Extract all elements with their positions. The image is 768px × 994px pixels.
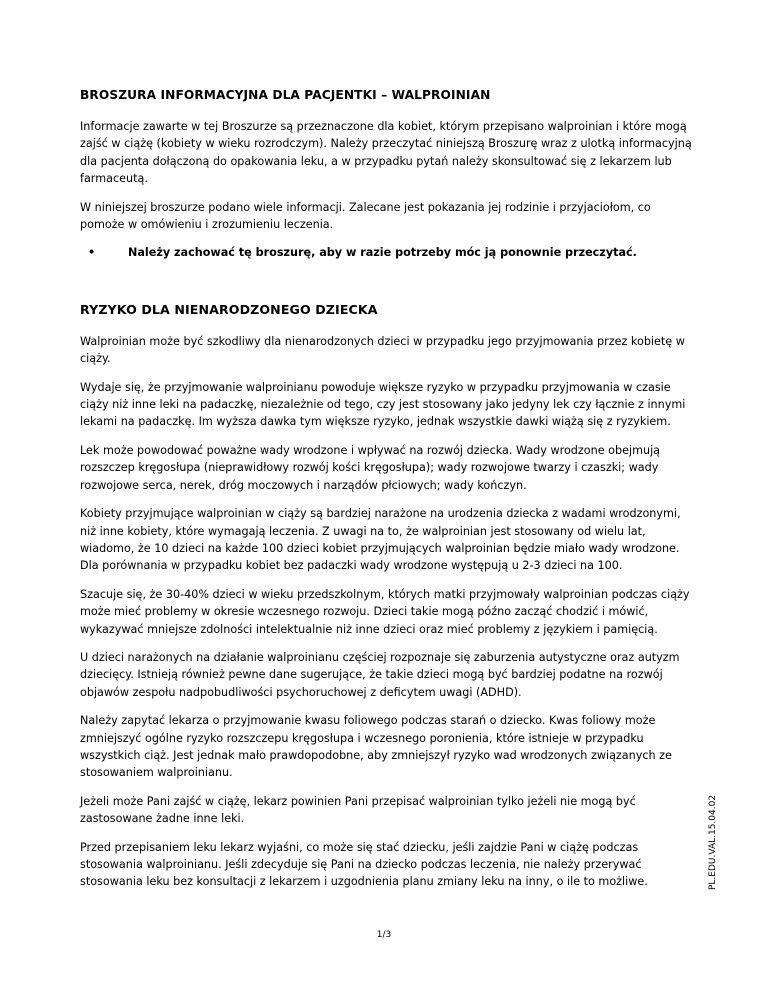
section-paragraph: Jeżeli może Pani zajść w ciążę, lekarz powinien Pani przepisać walproinian tylko jeżeli nie mogą być zastosowane żadne inne leki. (80, 794, 636, 826)
page-number: 1/3 (376, 930, 392, 940)
section-paragraph: Walproinian może być szkodliwy dla nienarodzonych dzieci w przypadku jego przyjmowania przez kobietę w ciąży. (80, 334, 685, 366)
section-paragraph: Należy zapytać lekarza o przyjmowanie kwasu foliowego podczas starań o dziecko. Kwas foliowy może zmniejszyć ogólne ryzyko rozszczepu kręgosłupa i wczesnego poronienia, które istnieje w przypadku wszystkich ciąż. Jest jednak mało prawdopodobne, aby zmniejszył ryzyko wad wrodzonych związanych ze stosowaniem walproinianu. (80, 714, 672, 780)
bullet-dot-icon: • (88, 246, 96, 260)
section-paragraph: U dzieci narażonych na działanie walproinianu częściej rozpoznaje się zaburzenia autystyczne oraz autyzm dziecięcy. Istnieją również pewne dane sugerujące, że takie dzieci mogą być bardziej podatne na rozwój objawów zespołu nadpobudliwości psychoruchowej z deficytem uwagi (ADHD). (80, 650, 680, 699)
document-code: PL.EDU.VAL.15.04.02 (708, 794, 718, 890)
section-heading: RYZYKO DLA NIENARODZONEGO DZIECKA (80, 301, 378, 317)
section-paragraph: Wydaje się, że przyjmowanie walproinianu powoduje większe ryzyko w przypadku przyjmowania w czasie ciąży niż inne leki na padaczkę, niezależnie od tego, czy jest stosowany jako jedyny lek czy łącznie z innymi lekami na padaczkę. Im wyższa dawka tym większe ryzyko, jednak wszystkie dawki wiążą się z ryzykiem. (80, 380, 686, 429)
section-paragraph: Przed przepisaniem leku lekarz wyjaśni, co może się stać dziecku, jeśli zajdzie Pani w ciążę podczas stosowania walproinianu. Jeśli zdecyduje się Pani na dziecko podczas leczenia, nie należy przerywać stosowania leku bez konsultacji z lekarzem i uzgodnienia planu zmiany leku na inny, o ile to możliwe. (80, 840, 648, 889)
intro-paragraph: W niniejszej broszurze podano wiele informacji. Zalecane jest pokazania jej rodzinie i przyjaciołom, co pomoże w omówieniu i zrozumieniu leczenia. (80, 200, 651, 232)
document-title: BROSZURA INFORMACYJNA DLA PACJENTKI – WALPROINIAN (80, 88, 491, 102)
bullet-list (80, 244, 692, 261)
document-content (80, 88, 692, 902)
intro-paragraph: Informacje zawarte w tej Broszurze są przeznaczone dla kobiet, którym przepisano walproinian i które mogą zajść w ciążę (kobiety w wieku rozrodczym). Należy przeczytać niniejszą Broszurę wraz z ulotką informacyjną dla pacjenta dołączoną do opakowania leku, a w przypadku pytań należy skonsultować się z lekarzem lub farmaceutą. (80, 120, 692, 186)
section-paragraph: Lek może powodować poważne wady wrodzone i wpływać na rozwój dziecka. Wady wrodzone obejmują rozszczep kręgosłupa (nieprawidłowy rozwój kości kręgosłupa); wady rozwojowe twarzy i czaszki; wady rozwojowe serca, nerek, dróg moczowych i narządów płciowych; wady kończyn. (80, 443, 661, 492)
section-paragraph: Szacuje się, że 30-40% dzieci w wieku przedszkolnym, których matki przyjmowały walproinian podczas ciąży może mieć problemy w okresie wczesnego rozwoju. Dzieci takie mogą późno zacząć chodzić i mówić, wykazywać mniejsze zdolności intelektualnie niż inne dzieci oraz mieć problemy z językiem i pamięcią. (80, 587, 690, 636)
section-paragraph: Kobiety przyjmujące walproinian w ciąży są bardziej narażone na urodzenia dziecka z wadami wrodzonymi, niż inne kobiety, które wymagają leczenia. Z uwagi na to, że walproinian jest stosowany od wielu lat, wiadomo, że 10 dzieci na każde 100 dzieci kobiet przyjmujących walproinian będzie miało wady wrodzone. Dla porównania w przypadku kobiet bez padaczki wady wrodzone występują u 2-3 dzieci na 100. (80, 507, 681, 573)
bullet-text: Należy zachować tę broszurę, aby w razie potrzeby móc ją ponownie przeczytać. (128, 246, 637, 260)
bullet-item (80, 244, 692, 261)
